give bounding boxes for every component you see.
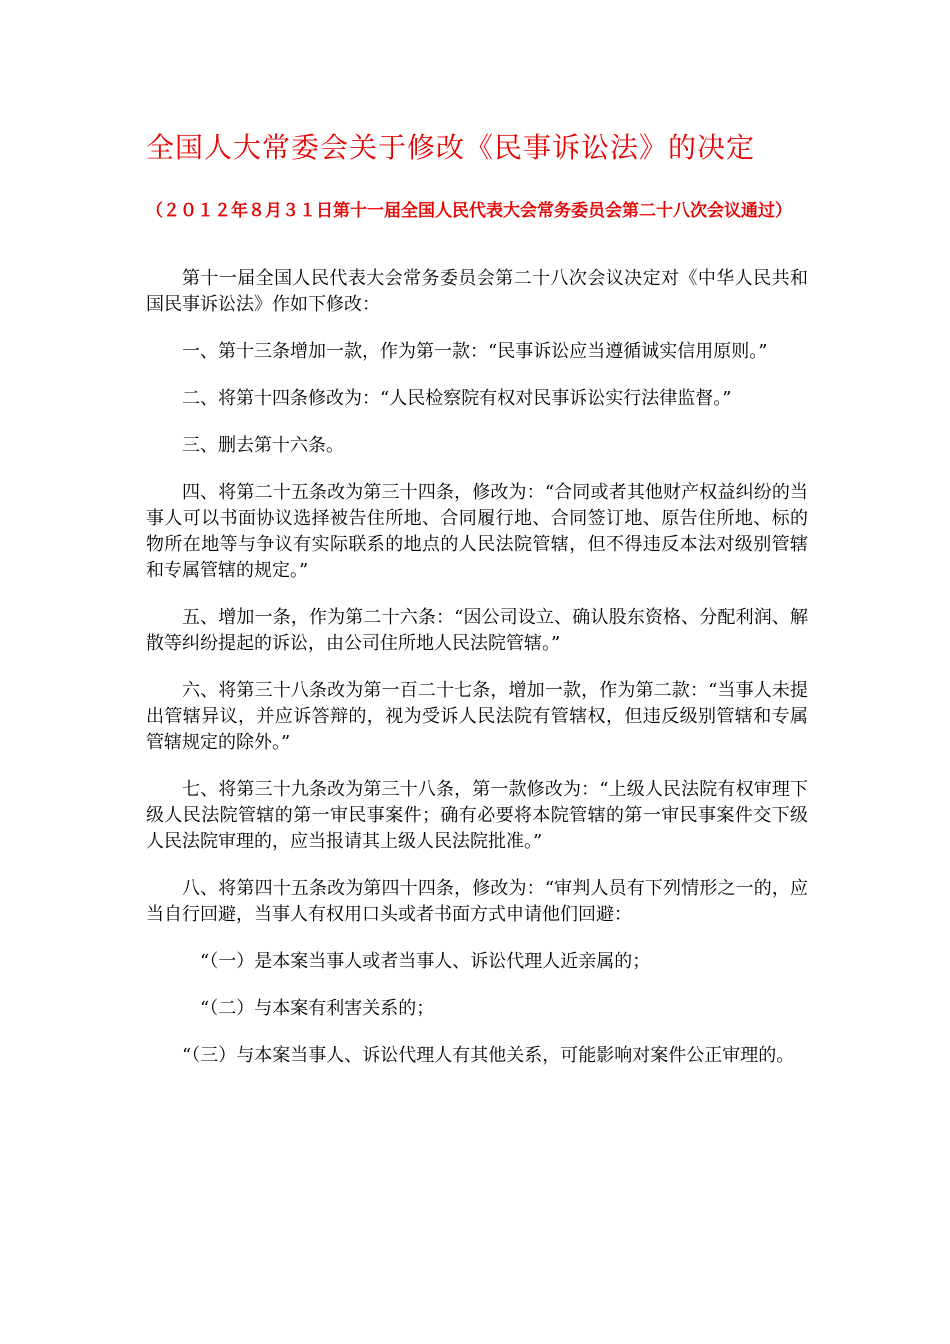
paragraph-subitem-2: “（二）与本案有利害关系的； [200,998,435,1019]
paragraph-item-7: 七、将第三十九条改为第三十八条，第一款修改为：“上级人民法院有权审理下级人民法院管辖的第一审民事案件；确有必要将本院管辖的第一审民事案件交下级人民法院审理的，应当报请其上级人民法院批准。” [146,779,808,852]
document-title: 全国人大常委会关于修改《民事诉讼法》的决定 [146,131,756,164]
document-body [146,266,808,1090]
paragraph-subitem-3: “（三）与本案当事人、诉讼代理人有其他关系，可能影响对案件公正审理的。 [182,1045,795,1066]
paragraph-item-3: 三、删去第十六条。 [182,435,344,456]
paragraph-intro: 第十一届全国人民代表大会常务委员会第二十八次会议决定对《中华人民共和国民事诉讼法》作如下修改： [146,268,808,315]
paragraph-item-5: 五、增加一条，作为第二十六条：“因公司设立、确认股东资格、分配利润、解散等纠纷提起的诉讼，由公司住所地人民法院管辖。” [146,607,808,654]
paragraph-item-6: 六、将第三十八条改为第一百二十七条，增加一款，作为第二款：“当事人未提出管辖异议，并应诉答辩的，视为受诉人民法院有管辖权，但违反级别管辖和专属管辖规定的除外。” [146,680,808,753]
paragraph-subitem-1: “（一）是本案当事人或者当事人、诉讼代理人近亲属的； [200,951,651,972]
paragraph-item-1: 一、第十三条增加一款，作为第一款：“民事诉讼应当遵循诚实信用原则。” [182,341,768,362]
paragraph-item-8: 八、将第四十五条改为第四十四条，修改为：“审判人员有下列情形之一的，应当自行回避，当事人有权用口头或者书面方式申请他们回避： [146,878,808,925]
paragraph-item-2: 二、将第十四条修改为：“人民检察院有权对民事诉讼实行法律监督。” [182,388,732,409]
paragraph-item-4: 四、将第二十五条改为第三十四条，修改为：“合同或者其他财产权益纠纷的当事人可以书面协议选择被告住所地、合同履行地、合同签订地、原告住所地、标的物所在地等与争议有实际联系的地点的人民法院管辖，但不得违反本法对级别管辖和专属管辖的规定。” [146,482,808,581]
document-subtitle: （２０１２年８月３１日第十一届全国人民代表大会常务委员会第二十八次会议通过） [146,201,792,221]
